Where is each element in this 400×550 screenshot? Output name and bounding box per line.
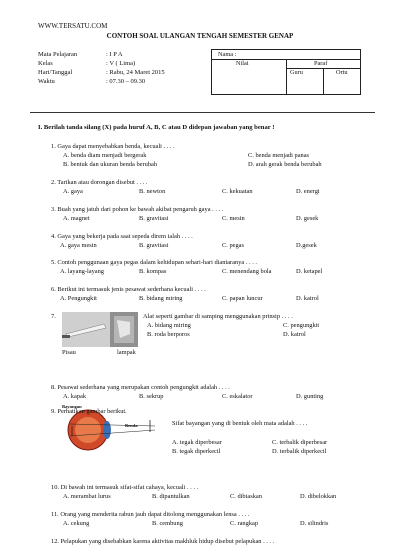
option-b: B. gravitasi xyxy=(139,242,169,249)
score-box xyxy=(211,49,361,95)
question-10: 10. Di bawah ini termasuk sifat-sifat cahaya, kecuali . . . . xyxy=(51,484,199,491)
site-url: WWW.TERSATU.COM xyxy=(38,22,108,30)
question-7-number: 7. xyxy=(51,313,56,320)
info-value: : Rabu, 24 Maret 2015 xyxy=(106,69,165,76)
info-time xyxy=(38,78,145,85)
info-label: Mata Pelajaran xyxy=(38,51,78,58)
info-value: : 07.30 – 09.30 xyxy=(106,78,146,85)
option-b: B. kompas xyxy=(139,268,167,275)
question-3: 3. Buah yang jatuh dari pohon ke bawah akibat pengaruh gaya . . . . xyxy=(51,206,224,213)
option-b: B. bentuk dan ukuran benda berubah xyxy=(63,161,158,168)
option-a: A. tegak diperbesar xyxy=(172,439,222,446)
eye-label-benda: Benda xyxy=(125,423,138,428)
option-b: B. cembung xyxy=(152,520,183,527)
option-d: D. ketapel xyxy=(296,268,323,275)
info-class xyxy=(38,60,135,67)
option-c: C. menendang bola xyxy=(222,268,272,275)
option-d: D. energi xyxy=(296,188,320,195)
image-caption: lampak xyxy=(117,349,136,356)
option-d: D. dibelokkan xyxy=(300,493,337,500)
option-b: B. gravitasi xyxy=(139,215,169,222)
info-value: : I P A xyxy=(106,51,123,58)
option-d: D. katrol xyxy=(283,331,306,338)
question-7: Alat seperti gambar di samping menggunakan prinsip . . . . xyxy=(143,313,293,320)
ortu-label: Ortu xyxy=(336,69,348,76)
knife-image xyxy=(62,312,138,347)
option-a: A. cekung xyxy=(63,520,90,527)
option-b: B. newton xyxy=(139,188,166,195)
option-c: C. eskalator xyxy=(222,393,253,400)
question-6: 6. Berikut ini termasuk jenis pesawat sederhana kecuali . . . . xyxy=(51,286,206,293)
option-a: A. layang-layang xyxy=(60,268,105,275)
option-b: B. dipantulkan xyxy=(152,493,190,500)
option-c: C. pengungkit xyxy=(283,322,320,329)
question-2: 2. Tarikan atau dorongan disebut . . . . xyxy=(51,179,148,186)
nilai-label: Nilai xyxy=(236,60,249,67)
question-12: 12. Pelapukan yang disebabkan karena aktivitas makhluk hidup disebut pelapukan . . . . xyxy=(51,538,275,545)
option-d: D. terbalik diperkecil xyxy=(272,448,327,455)
option-a: A. merambat lurus xyxy=(63,493,111,500)
option-c: C. kekuatan xyxy=(222,188,253,195)
option-c: C. dibiaskan xyxy=(230,493,262,500)
page-title: CONTOH SOAL ULANGAN TENGAH SEMESTER GENAP xyxy=(106,32,294,40)
name-field-label: Nama : xyxy=(218,51,237,58)
guru-label: Guru xyxy=(290,69,303,76)
option-c: C. rangkap xyxy=(230,520,259,527)
question-8: 8. Pesawat sederhana yang merupakan contoh pengungkit adalah . . . . xyxy=(51,384,230,391)
option-b: B. bidang miring xyxy=(139,295,183,302)
info-date xyxy=(38,69,165,76)
option-a: A. magnet xyxy=(63,215,90,222)
option-a: A. kapak xyxy=(63,393,87,400)
option-d: D. silindris xyxy=(300,520,329,527)
question-11: 11. Orang yang menderita rabun jauh dapat ditolong menggunakan lensa . . . . xyxy=(51,511,250,518)
option-a: A. gaya mesin xyxy=(60,242,97,249)
option-d: D. gunting xyxy=(296,393,324,400)
divider xyxy=(30,112,375,113)
option-a: A. gaya xyxy=(63,188,83,195)
option-c: C. mesin xyxy=(222,215,245,222)
question-9: 9. Perhatikan gambar berikut. xyxy=(51,408,127,415)
option-a: A. bidang miring xyxy=(147,322,191,329)
option-a: A. Pengungkit xyxy=(60,295,97,302)
question-4: 4. Gaya yang bekerja pada saat sepeda direm ialah . . . . xyxy=(51,233,193,240)
info-subject xyxy=(38,51,123,58)
eye-label-bayangan: Bayangan xyxy=(62,404,82,409)
paraf-label: Paraf xyxy=(314,60,328,67)
info-value: : V ( Lima) xyxy=(106,60,136,67)
option-c: C. terbalik diperbesar xyxy=(272,439,328,446)
instruction: I. Berilah tanda silang (X) pada huruf A, B, C atau D didepan jawaban yang benar ! xyxy=(38,124,275,131)
option-a: A. benda diam menjadi bergerak xyxy=(63,152,147,159)
option-b: B. roda berporos xyxy=(147,331,190,338)
option-d: D.gesek xyxy=(296,242,317,249)
option-d: D. arah gerak benda berubah xyxy=(248,161,322,168)
option-b: B. sekrup xyxy=(139,393,164,400)
info-label: Kelas xyxy=(38,60,53,67)
info-label: Waktu xyxy=(38,78,55,85)
option-c: C. pegas xyxy=(222,242,245,249)
option-b: B. tegak diperkecil xyxy=(172,448,221,455)
option-c: C. benda menjadi panas xyxy=(248,152,310,159)
option-c: C. papan luncur xyxy=(222,295,263,302)
option-d: D. katrol xyxy=(296,295,319,302)
question-1: 1. Gaya dapat menyebabkan benda, kecuali . . . . xyxy=(51,143,175,150)
info-label: Hari/Tanggal xyxy=(38,69,73,76)
question-5: 5. Contoh penggunaan gaya pegas dalam kehidupan sehari-hari diantaranya . . . . xyxy=(51,259,258,266)
image-caption: Pisau xyxy=(62,349,76,356)
question-9-sub: Sifat bayangan yang di bentuk oleh mata adalah . . . . xyxy=(172,420,308,427)
option-d: D. gesek xyxy=(296,215,319,222)
